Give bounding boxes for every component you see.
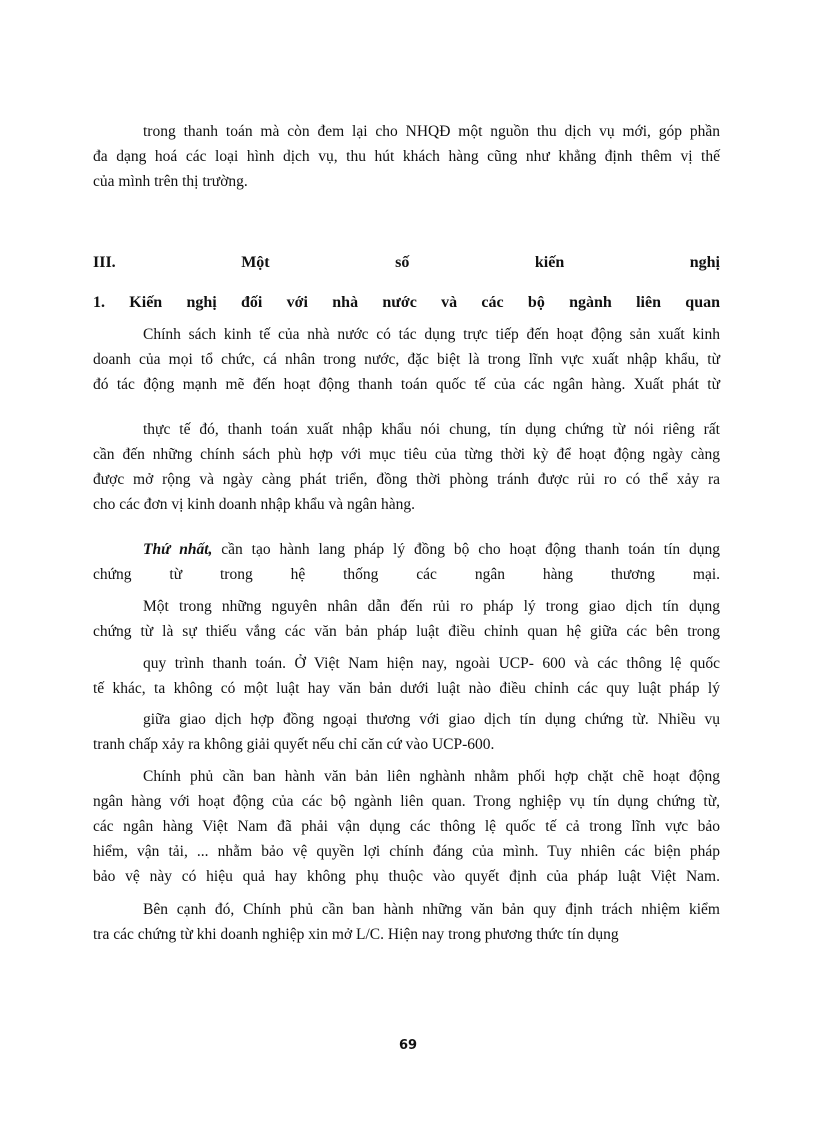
text-line: tế khác, ta không có một luật hay văn bản dưới luật nào điều chỉnh các quy luật pháp lý (93, 680, 720, 697)
text-line: Chính sách kinh tế của nhà nước có tác dụng trực tiếp đến hoạt động sản xuất kinh (143, 326, 720, 343)
text-line: quy trình thanh toán. Ở Việt Nam hiện nay, ngoài UCP- 600 và các thông lệ quốc (143, 655, 720, 672)
text-line: Một trong những nguyên nhân dẫn đến rủi ro pháp lý trong giao dịch tín dụng (143, 598, 720, 615)
text-line: Chính phủ cần ban hành văn bản liên nghành nhằm phối hợp chặt chẽ hoạt động (143, 768, 720, 785)
subsection-heading: 1. Kiến nghị đối với nhà nước và các bộ ngành liên quan (93, 294, 720, 311)
text-line: doanh của mọi tổ chức, cá nhân trong nước, đặc biệt là trong lĩnh vực xuất nhập khẩu, từ (93, 351, 720, 368)
text-line: đa dạng hoá các loại hình dịch vụ, thu hút khách hàng cũng như khẳng định thêm vị thế (93, 148, 720, 165)
text-line: thực tế đó, thanh toán xuất nhập khẩu nói chung, tín dụng chứng từ nói riêng rất (143, 421, 720, 438)
section-heading: III. Một số kiến nghị (93, 254, 720, 271)
emphasis-label: Thứ nhất, (143, 541, 213, 558)
text-line: tranh chấp xảy ra không giải quyết nếu chỉ căn cứ vào UCP-600. (93, 736, 495, 753)
page-number: 69 (398, 1038, 418, 1053)
text-line: các ngân hàng Việt Nam đã phải vận dụng các thông lệ quốc tế cả trong lĩnh vực bảo (93, 818, 720, 835)
text-line: hiểm, vận tải, ... nhằm bảo vệ quyền lợi chính đáng của mình. Tuy nhiên các biện pháp (93, 843, 720, 860)
text-line (143, 540, 720, 560)
text-line: được mở rộng và ngày càng phát triển, đồng thời phòng tránh được rủi ro có thể xảy ra (93, 471, 720, 488)
text-line: của mình trên thị trường. (93, 173, 248, 190)
text-line-content: cần tạo hành lang pháp lý đồng bộ cho hoạt động thanh toán tín dụng (221, 541, 721, 558)
text-line: bảo vệ này có hiệu quả hay không phụ thuộc vào quyết định của pháp luật Việt Nam. (93, 868, 720, 885)
text-line: ngân hàng với hoạt động của các bộ ngành liên quan. Trong nghiệp vụ tín dụng chứng từ, (93, 793, 720, 810)
text-line: cho các đơn vị kinh doanh nhập khẩu và ngân hàng. (93, 496, 415, 513)
text-line: tra các chứng từ khi doanh nghiệp xin mở L/C. Hiện nay trong phương thức tín dụng (93, 926, 619, 943)
text-line: cần đến những chính sách phù hợp với mục tiêu của từng thời kỳ để hoạt động ngày càng (93, 446, 720, 463)
text-line: Bên cạnh đó, Chính phủ cần ban hành những văn bản quy định trách nhiệm kiểm (143, 901, 720, 918)
text-line: trong thanh toán mà còn đem lại cho NHQĐ một nguồn thu dịch vụ mới, góp phần (143, 123, 720, 140)
text-line: đó tác động mạnh mẽ đến hoạt động thanh toán quốc tế của các ngân hàng. Xuất phát từ (93, 376, 720, 393)
text-line: chứng từ là sự thiếu vắng các văn bản pháp luật điều chỉnh quan hệ giữa các bên trong (93, 623, 720, 640)
text-line: chứng từ trong hệ thống các ngân hàng thương mại. (93, 566, 720, 583)
text-line: giữa giao dịch hợp đồng ngoại thương với giao dịch tín dụng chứng từ. Nhiều vụ (143, 711, 720, 728)
